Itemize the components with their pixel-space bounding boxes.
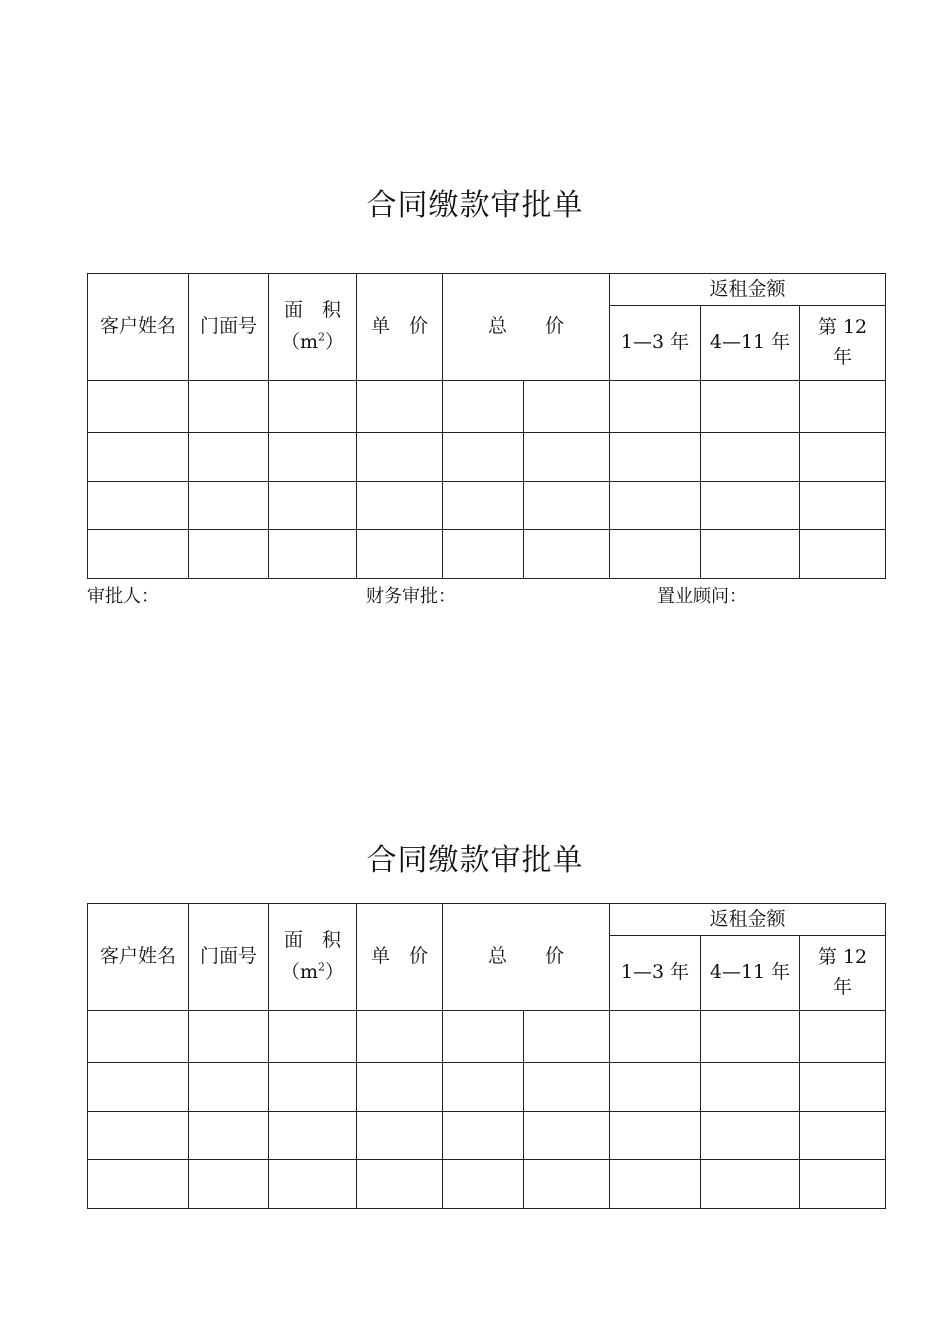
finance-approval-label: 财务审批： [366,586,456,607]
header-year-12: 第 12 年 [800,936,886,1011]
header-years-1-3: 1—3 年 [610,306,701,381]
cell [443,1011,524,1063]
cell [357,1063,443,1112]
header-area [269,274,357,381]
cell [443,381,524,433]
cell [610,1011,701,1063]
cell [800,433,886,482]
cell [701,433,800,482]
header-customer-name: 客户姓名 [88,904,189,1011]
cell [524,1112,610,1160]
cell [800,482,886,530]
table-row [88,1160,886,1209]
cell [88,530,189,579]
cell [269,482,357,530]
cell [269,1011,357,1063]
header-total-price: 总 价 [443,274,610,381]
cell [524,1011,610,1063]
cell [357,433,443,482]
cell [443,433,524,482]
header-rent-return: 返租金额 [610,904,886,936]
header-area-unit: $(m^2)$ [280,330,345,353]
cell [701,381,800,433]
cell [88,433,189,482]
cell [800,1112,886,1160]
cell [269,1112,357,1160]
header-area-label: 面 积 [283,929,341,952]
cell [524,1063,610,1112]
cell [189,381,269,433]
cell [443,1112,524,1160]
cell [524,433,610,482]
cell [800,530,886,579]
table-row [88,1011,886,1063]
cell [189,482,269,530]
cell [443,1160,524,1209]
cell [88,482,189,530]
table-row [88,530,886,579]
cell [88,381,189,433]
form-title: 合同缴款审批单 [366,188,584,223]
table-row [88,1112,886,1160]
cell [189,433,269,482]
cell [88,1063,189,1112]
cell [524,482,610,530]
cell [88,1112,189,1160]
cell [189,1160,269,1209]
cell [269,433,357,482]
header-unit-no: 门面号 [189,904,269,1011]
header-customer-name: 客户姓名 [88,274,189,381]
cell [800,1160,886,1209]
form-title: 合同缴款审批单 [366,843,584,878]
header-area-unit: $(m^2)$ [280,960,345,983]
cell [701,1160,800,1209]
cell [189,530,269,579]
approval-table [87,903,886,1209]
table-row [88,381,886,433]
header-unit-no: 门面号 [189,274,269,381]
cell [269,1160,357,1209]
cell [610,1160,701,1209]
sales-consultant-label: 置业顾问： [657,586,747,607]
approver-label: 审批人： [87,586,159,607]
header-unit-price: 单 价 [357,274,443,381]
cell [610,381,701,433]
header-area-label: 面 积 [283,299,341,322]
cell [610,1063,701,1112]
cell [269,381,357,433]
cell [800,1011,886,1063]
cell [443,530,524,579]
table-row [88,1063,886,1112]
header-years-4-11: 4—11 年 [701,306,800,381]
approval-table [87,273,886,579]
cell [701,530,800,579]
cell [189,1063,269,1112]
table-row [88,482,886,530]
cell [701,1011,800,1063]
cell [269,1063,357,1112]
cell [701,1112,800,1160]
cell [443,1063,524,1112]
header-year-12: 第 12 年 [800,306,886,381]
header-years-1-3: 1—3 年 [610,936,701,1011]
cell [357,1160,443,1209]
cell [610,482,701,530]
cell [524,381,610,433]
cell [189,1011,269,1063]
cell [443,482,524,530]
header-years-4-11: 4—11 年 [701,936,800,1011]
cell [357,1112,443,1160]
cell [701,482,800,530]
header-unit-price: 单 价 [357,904,443,1011]
cell [524,530,610,579]
cell [357,530,443,579]
cell [88,1160,189,1209]
cell [524,1160,610,1209]
cell [610,1112,701,1160]
header-rent-return: 返租金额 [610,274,886,306]
cell [88,1011,189,1063]
cell [800,381,886,433]
cell [189,1112,269,1160]
cell [357,482,443,530]
table-row [88,433,886,482]
cell [610,433,701,482]
cell [269,530,357,579]
cell [357,381,443,433]
cell [357,1011,443,1063]
cell [800,1063,886,1112]
header-total-price: 总 价 [443,904,610,1011]
header-area [269,904,357,1011]
cell [701,1063,800,1112]
cell [610,530,701,579]
